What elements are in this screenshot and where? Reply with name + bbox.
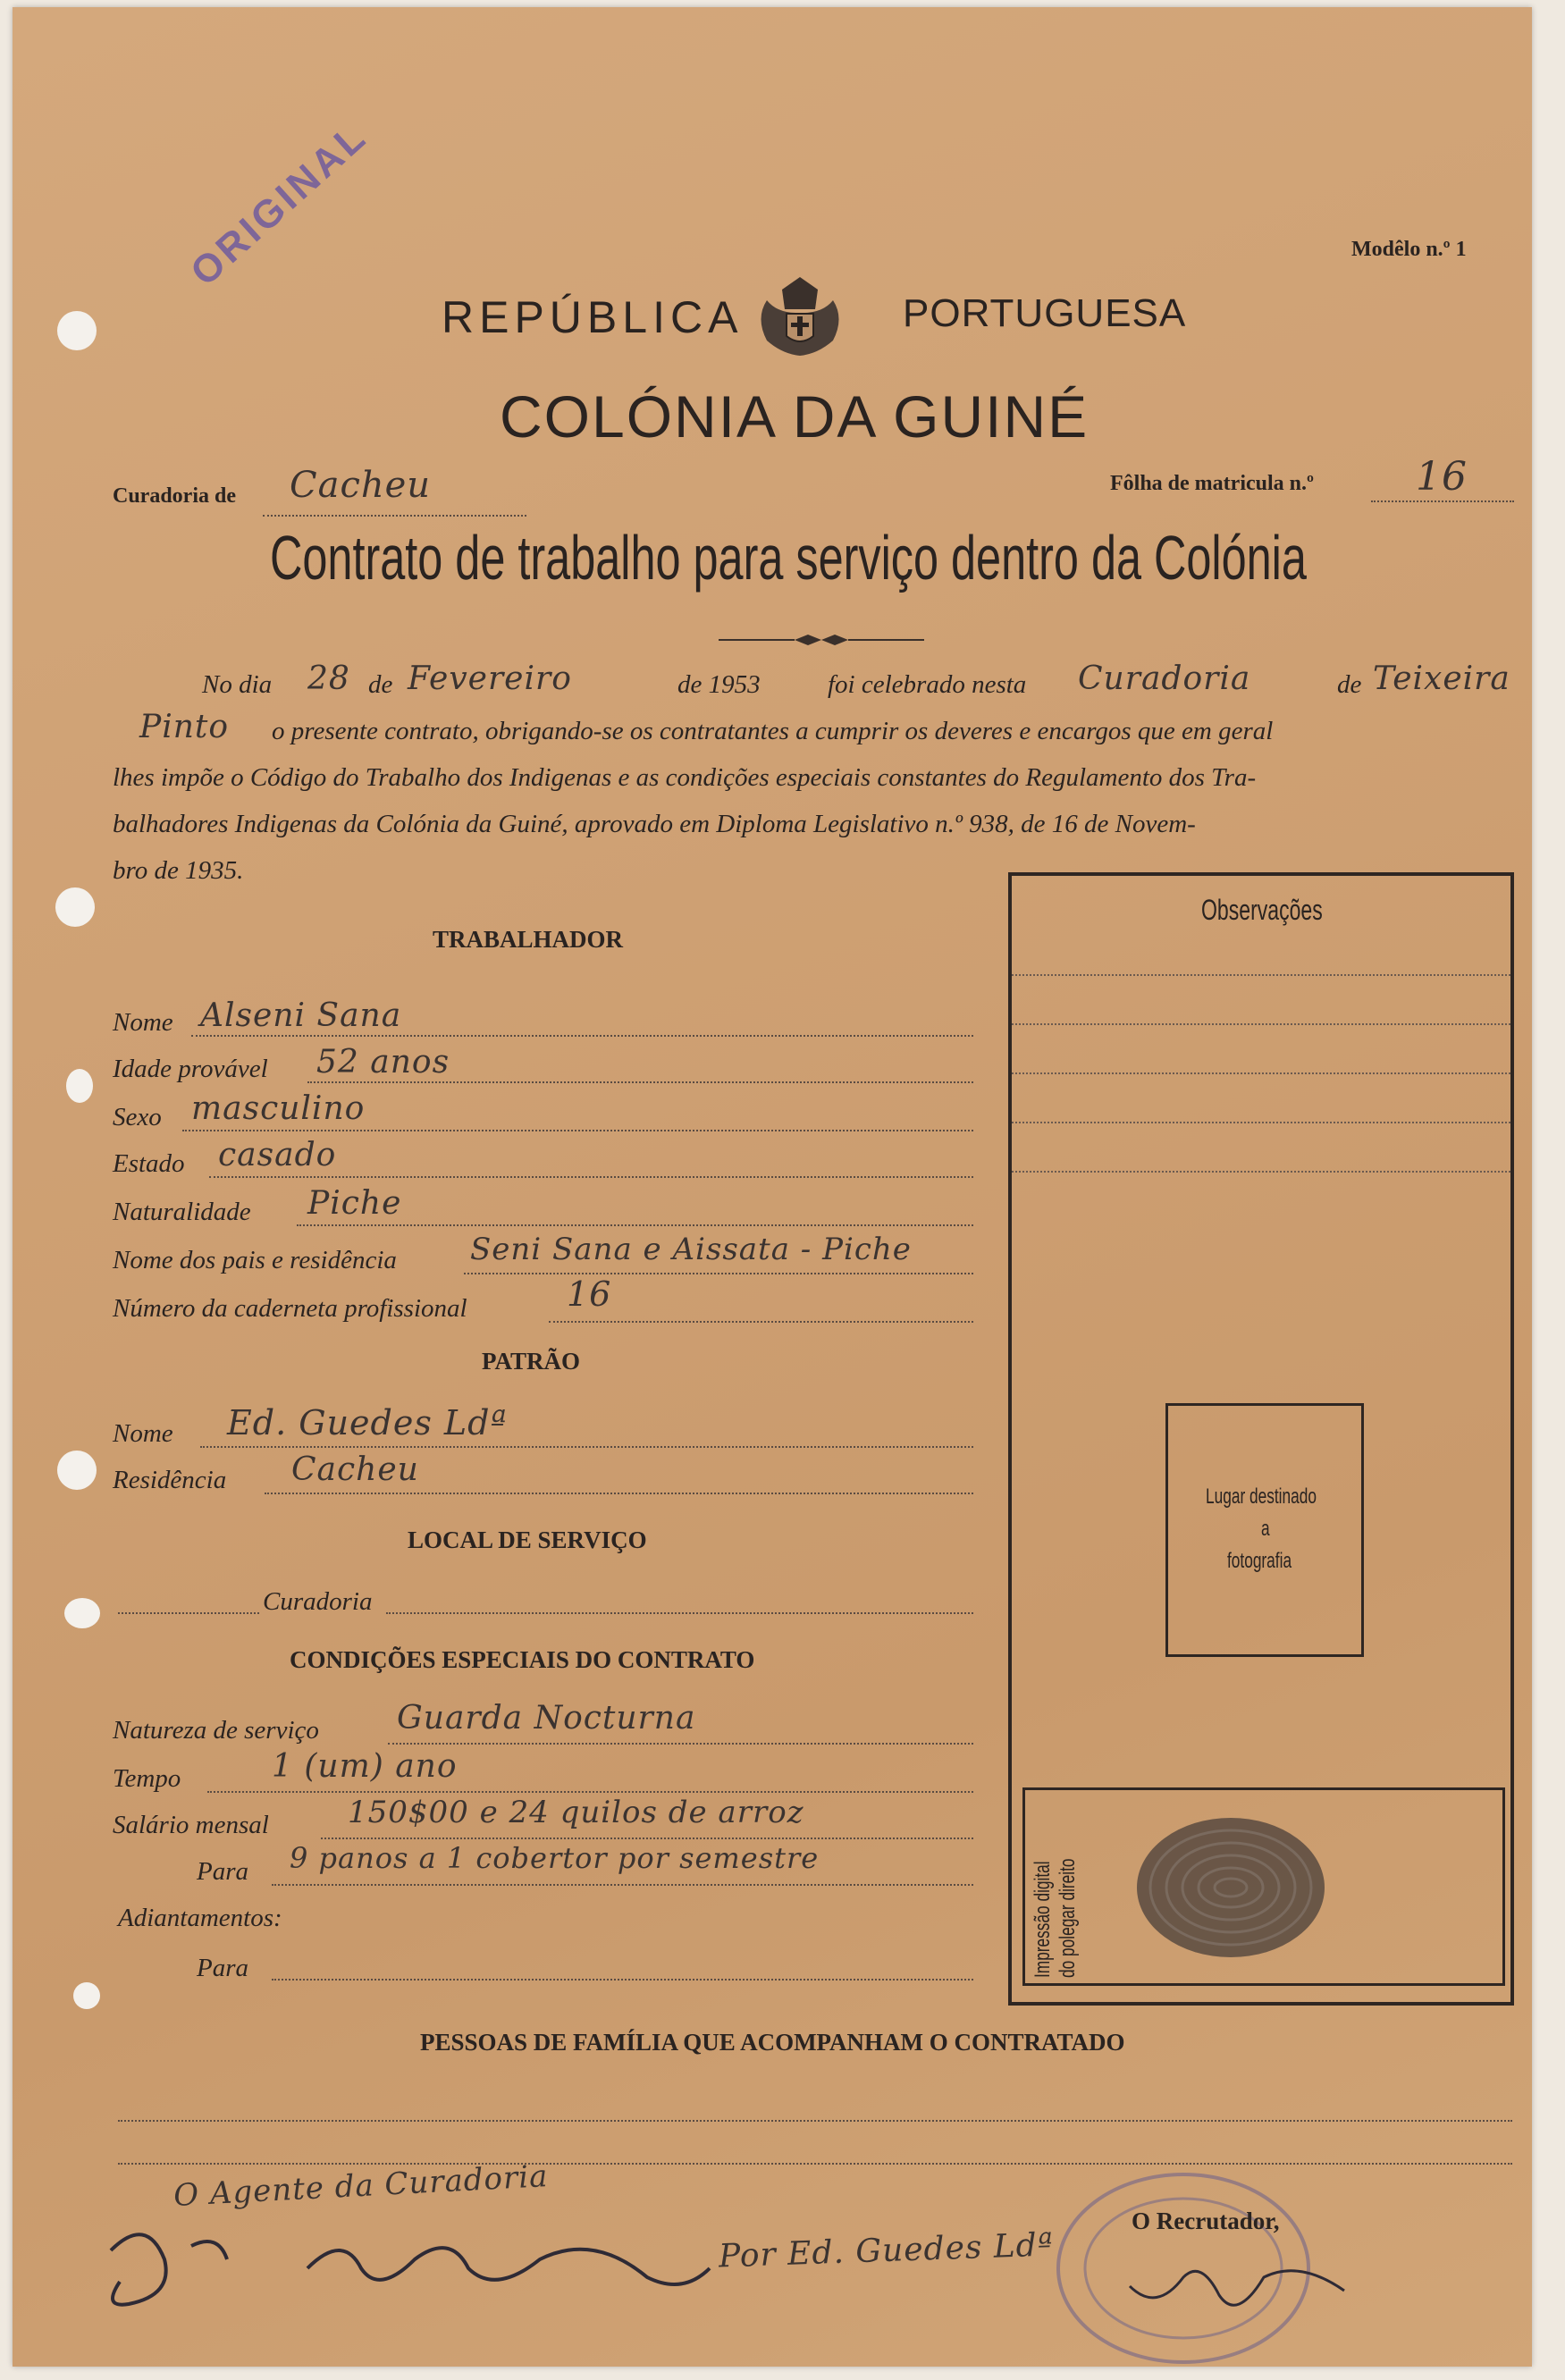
punch-hole: [57, 1451, 97, 1490]
idade-label: Idade provável: [113, 1055, 268, 1083]
original-stamp: ORIGINAL: [182, 114, 376, 295]
dotted-line: [182, 1130, 973, 1131]
foto-text: a: [1261, 1517, 1270, 1541]
estado-value: casado: [218, 1137, 337, 1173]
patrao-nome-value: Ed. Guedes Ldª: [227, 1403, 508, 1442]
observacoes-box: [1008, 872, 1514, 2006]
recrutador-label: O Recrutador,: [1132, 2208, 1280, 2234]
intro-text: de: [1337, 670, 1362, 699]
pais-label: Nome dos pais e residência: [113, 1246, 397, 1274]
nome-value: Alseni Sana: [200, 997, 402, 1034]
intro-month: Fevereiro: [408, 660, 572, 697]
dotted-line: [272, 1979, 973, 1981]
intro-day: 28: [307, 660, 350, 697]
adiantamentos-label: Adiantamentos:: [118, 1904, 282, 1932]
caderneta-value: 16: [567, 1274, 612, 1314]
tempo-value: 1 (um) ano: [272, 1748, 458, 1785]
dotted-line: [118, 1612, 259, 1614]
pais-value: Seni Sana e Aissata - Piche: [470, 1232, 912, 1267]
por-signature: Por Ed. Guedes Ldª: [718, 2226, 1055, 2275]
dotted-line: [1012, 1072, 1510, 1074]
intro-place: Curadoria: [1078, 660, 1251, 697]
intro-text: foi celebrado nesta: [828, 670, 1027, 699]
sexo-value: masculino: [191, 1090, 366, 1127]
dotted-line: [1012, 1122, 1510, 1123]
intro-text: lhes impõe o Código do Trabalho dos Indigenas e as condições especiais constantes do Regulamento dos Tra-: [113, 763, 1257, 792]
intro-text: de 1953: [677, 670, 761, 699]
idade-value: 52 anos: [316, 1044, 450, 1081]
estado-label: Estado: [113, 1149, 185, 1178]
intro-text: o presente contrato, obrigando-se os contratantes a cumprir os deveres e encargos que em geral: [272, 717, 1274, 745]
residencia-value: Cacheu: [291, 1451, 419, 1488]
polegar-text: do polegar direito: [1056, 1858, 1080, 1978]
modelo-number: Modêlo n.º 1: [1351, 238, 1467, 261]
foto-text: Lugar destinado: [1206, 1484, 1317, 1509]
colonia-title: COLÓNIA DA GUINÉ: [500, 383, 1090, 450]
document-sheet: [13, 7, 1532, 2367]
intro-paragraph: [113, 661, 1525, 894]
dotted-line: [386, 1612, 973, 1614]
dotted-line: [464, 1273, 973, 1274]
dotted-line: [388, 1743, 973, 1745]
dotted-line: [272, 1884, 973, 1886]
curadoria-value: Cacheu: [290, 465, 432, 506]
dotted-line: [263, 515, 526, 517]
para2-label: Para: [197, 1954, 248, 1982]
condicoes-heading: CONDIÇÕES ESPECIAIS DO CONTRATO: [290, 1646, 755, 1673]
dotted-line: [1012, 1023, 1510, 1025]
residencia-label: Residência: [113, 1466, 227, 1494]
folha-value: 16: [1416, 454, 1468, 500]
punch-hole: [64, 1598, 100, 1628]
para-value: 9 panos a 1 cobertor por semestre: [290, 1841, 820, 1875]
caderneta-label: Número da caderneta profissional: [113, 1294, 467, 1323]
dotted-line: [191, 1035, 973, 1037]
dotted-line: [307, 1081, 973, 1083]
ornament-divider: [719, 631, 924, 649]
nome-label: Nome: [113, 1008, 173, 1037]
salario-value: 150$00 e 24 quilos de arroz: [348, 1795, 804, 1830]
dotted-line: [265, 1493, 973, 1494]
dotted-line: [1012, 974, 1510, 976]
dotted-line: [321, 1838, 973, 1839]
republica-right: PORTUGUESA: [903, 291, 1187, 335]
punch-hole: [55, 887, 95, 927]
photo-placeholder: [1165, 1403, 1364, 1657]
folha-label: Fôlha de matricula n.º: [1110, 472, 1314, 495]
republica-left: REPÚBLICA: [442, 292, 744, 342]
local-heading: LOCAL DE SERVIÇO: [408, 1526, 647, 1553]
foto-text: fotografia: [1227, 1549, 1292, 1573]
naturalidade-label: Naturalidade: [113, 1198, 251, 1226]
dotted-line: [549, 1321, 973, 1323]
dotted-line: [207, 1791, 973, 1793]
local-curadoria-label: Curadoria: [263, 1587, 373, 1616]
sexo-label: Sexo: [113, 1103, 162, 1131]
contract-title: Contrato de trabalho para serviço dentro da Colónia: [270, 523, 1307, 593]
dotted-line: [1371, 500, 1514, 502]
dotted-line: [118, 2120, 1512, 2122]
intro-text: balhadores Indigenas da Colónia da Guiné, aprovado em Diploma Legislativo n.º 938, de 16 de Novem-: [113, 810, 1196, 838]
intro-text: No dia: [202, 670, 273, 699]
recrutador-scribble: [1121, 2250, 1353, 2331]
natureza-label: Natureza de serviço: [113, 1716, 319, 1745]
punch-hole: [57, 311, 97, 350]
coat-of-arms-icon: [751, 273, 849, 359]
para-label: Para: [197, 1857, 248, 1886]
polegar-text: Impressão digital: [1031, 1861, 1055, 1978]
intro-text: de: [368, 670, 393, 699]
dotted-line: [1012, 1171, 1510, 1173]
tempo-label: Tempo: [113, 1764, 181, 1793]
dotted-line: [209, 1176, 973, 1178]
familia-heading: PESSOAS DE FAMÍLIA QUE ACOMPANHAM O CONTRATADO: [420, 2029, 1125, 2056]
intro-place2: Teixeira: [1373, 660, 1510, 697]
dotted-line: [200, 1446, 973, 1448]
fingerprint-icon: [1132, 1812, 1329, 1964]
intro-place2b: Pinto: [139, 709, 230, 745]
trabalhador-heading: TRABALHADOR: [433, 926, 624, 953]
thumbprint-box: [1022, 1787, 1505, 1986]
punch-hole: [66, 1069, 93, 1103]
salario-label: Salário mensal: [113, 1811, 269, 1839]
natureza-value: Guarda Nocturna: [397, 1700, 696, 1737]
agente-signature: O Agente da Curadoria: [172, 2158, 550, 2214]
naturalidade-value: Piche: [307, 1185, 402, 1222]
punch-hole: [73, 1982, 100, 2009]
patrao-heading: PATRÃO: [482, 1348, 580, 1375]
intro-text: bro de 1935.: [113, 856, 244, 885]
patrao-nome-label: Nome: [113, 1419, 173, 1448]
agente-scribble: [93, 2197, 719, 2322]
observacoes-label: Observações: [1201, 894, 1323, 926]
dotted-line: [297, 1224, 973, 1226]
curadoria-label: Curadoria de: [113, 484, 236, 508]
